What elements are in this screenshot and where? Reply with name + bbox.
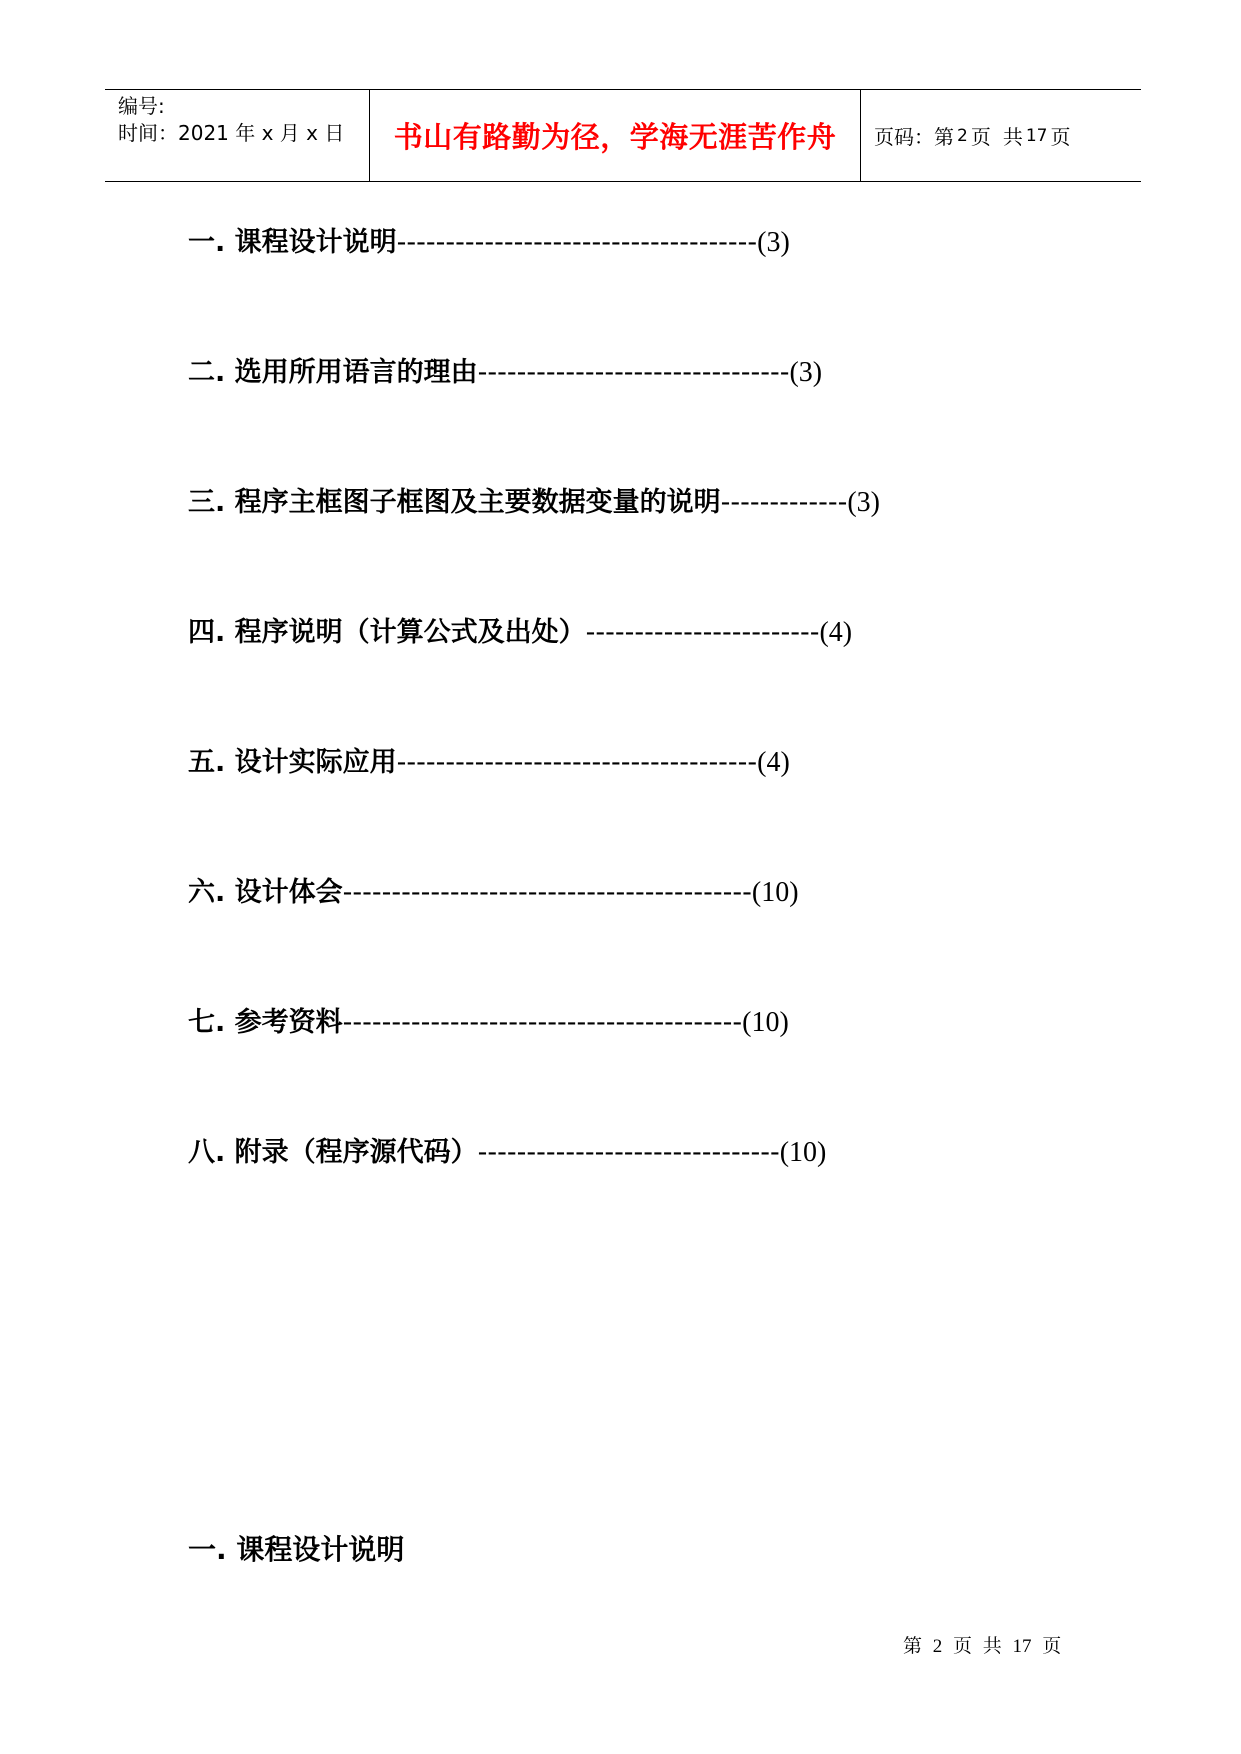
number-label: 编号: bbox=[118, 94, 165, 118]
toc-item-leader: ------------------------------- bbox=[477, 1137, 780, 1168]
page-unit: 页 bbox=[970, 125, 991, 149]
toc-item-page: (10) bbox=[742, 1007, 789, 1038]
document-header bbox=[105, 89, 1141, 182]
page-number-cell bbox=[861, 90, 1141, 181]
page-total-label: 共 bbox=[1002, 125, 1023, 149]
toc-item-leader: ----------------------------------------- bbox=[342, 1007, 743, 1038]
toc-item-title: 四. 程序说明（计算公式及出处） bbox=[188, 617, 586, 648]
toc-item-page: (3) bbox=[789, 357, 823, 388]
toc-item[interactable] bbox=[188, 743, 790, 783]
toc-item-leader: ------------- bbox=[720, 487, 848, 518]
toc-item-leader: ------------------------------------- bbox=[396, 747, 758, 778]
toc-item-page: (3) bbox=[757, 227, 790, 258]
toc-item-page: (3) bbox=[847, 487, 880, 518]
toc-item-title: 二. 选用所用语言的理由 bbox=[188, 357, 478, 388]
motto-text: 书山有路勤为径，学海无涯苦作舟 bbox=[393, 120, 837, 154]
toc-item-title: 六. 设计体会 bbox=[188, 877, 343, 908]
section-heading: 一. 课程设计说明 bbox=[188, 1533, 405, 1566]
toc-item-page: (10) bbox=[751, 877, 799, 908]
toc-item-leader: ------------------------------------------ bbox=[342, 877, 752, 908]
toc-item[interactable] bbox=[188, 613, 852, 653]
page-current: 2 bbox=[957, 125, 968, 146]
toc-item-page: (4) bbox=[757, 747, 790, 778]
toc-item[interactable] bbox=[188, 1133, 826, 1173]
toc-item[interactable] bbox=[188, 483, 880, 523]
header-meta-cell bbox=[105, 90, 370, 181]
toc-item-leader: -------------------------------- bbox=[477, 357, 790, 388]
toc-item-leader: ------------------------ bbox=[585, 617, 820, 648]
toc-item-title: 三. 程序主框图子框图及主要数据变量的说明 bbox=[188, 487, 721, 518]
toc-item-leader: ------------------------------------- bbox=[396, 227, 758, 258]
motto-cell bbox=[370, 90, 861, 181]
toc-item-title: 五. 设计实际应用 bbox=[188, 747, 397, 778]
toc-item-title: 一. 课程设计说明 bbox=[188, 227, 397, 258]
toc-item-title: 七. 参考资料 bbox=[188, 1007, 343, 1038]
toc-item-title: 八. 附录（程序源代码） bbox=[188, 1137, 478, 1168]
page-unit-2: 页 bbox=[1050, 125, 1071, 149]
page-total: 17 bbox=[1025, 125, 1048, 146]
toc-item[interactable] bbox=[188, 223, 790, 263]
toc-item-page: (10) bbox=[779, 1137, 827, 1168]
page-label: 页码：第 bbox=[874, 125, 954, 149]
toc-item[interactable] bbox=[188, 873, 799, 913]
toc-item[interactable] bbox=[188, 1003, 789, 1043]
time-label: 时间：2021 年 x 月 x 日 bbox=[118, 121, 345, 145]
toc-item-page: (4) bbox=[819, 617, 853, 648]
page-footer: 第 2 页 共 17 页 bbox=[903, 1636, 1062, 1657]
toc-item[interactable] bbox=[188, 353, 822, 393]
